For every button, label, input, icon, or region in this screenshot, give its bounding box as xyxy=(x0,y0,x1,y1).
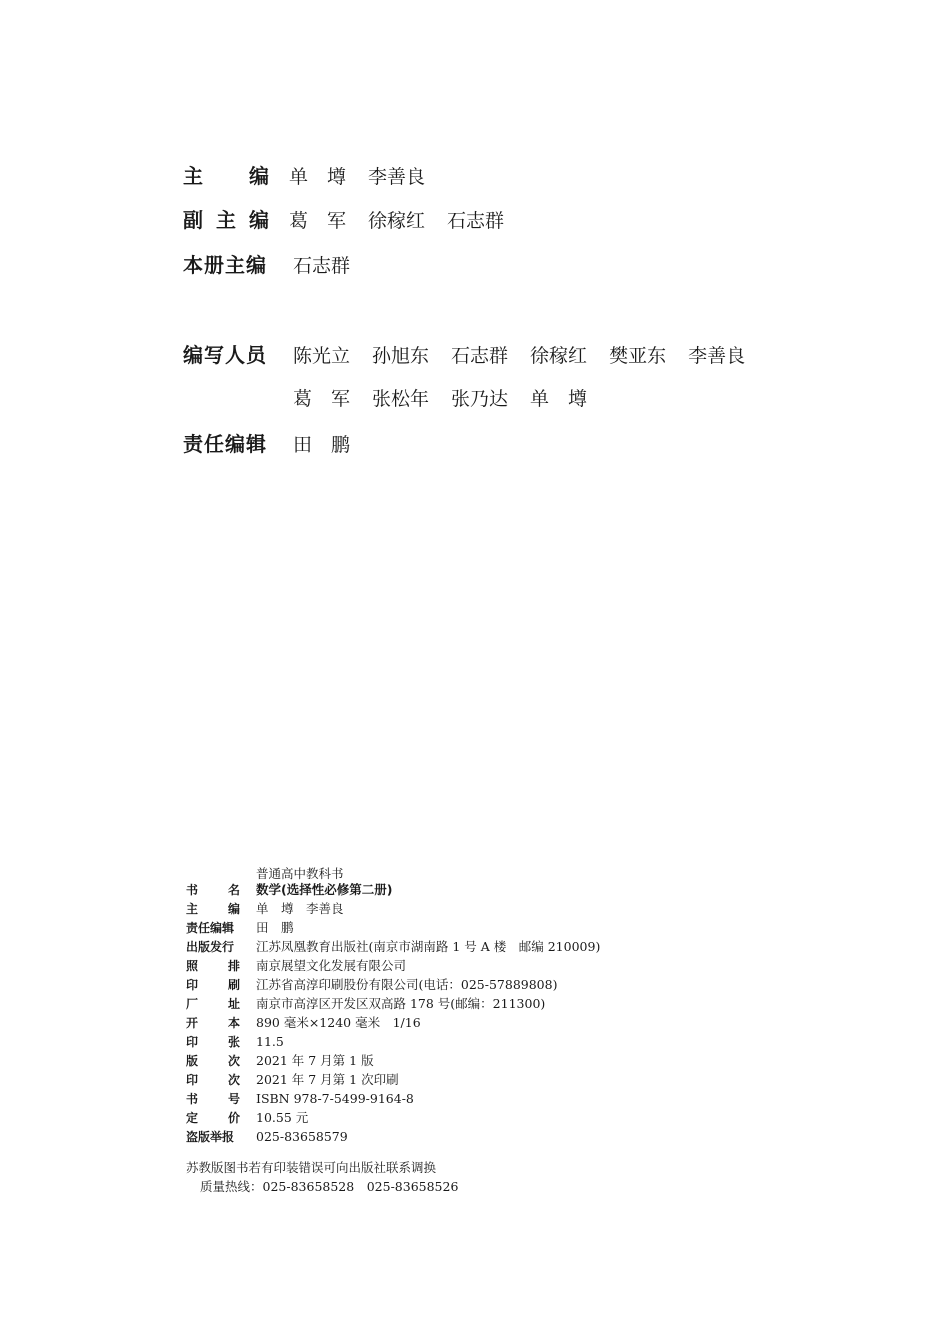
cip-row xyxy=(186,1034,284,1050)
credit-person-name: 樊亚东 xyxy=(609,345,667,367)
credit-role-label: 本册主编 xyxy=(183,253,267,277)
cip-value: 025-83658579 xyxy=(256,1129,348,1144)
cip-value: 江苏凤凰教育出版社(南京市湖南路 1 号 A 楼 邮编 210009) xyxy=(256,939,601,954)
cip-key: 开 本 xyxy=(186,1016,240,1030)
credit-role-label: 副 主 编 xyxy=(183,208,269,232)
credit-person-name: 石志群 xyxy=(451,345,509,367)
credit-names xyxy=(289,206,526,233)
cip-value: 10.55 元 xyxy=(256,1110,309,1125)
cip-value: 江苏省高淳印刷股份有限公司(电话：025-57889808) xyxy=(256,977,558,992)
credit-row xyxy=(183,204,526,236)
cip-value: 11.5 xyxy=(256,1034,284,1049)
credit-row xyxy=(183,160,447,192)
credit-person-name: 单 墫 xyxy=(289,166,347,188)
credit-person-name: 徐稼红 xyxy=(530,345,588,367)
cip-row xyxy=(186,958,406,974)
cip-row xyxy=(186,920,294,936)
cip-row xyxy=(186,1091,414,1107)
credit-person-name: 孙旭东 xyxy=(372,345,430,367)
cip-row xyxy=(186,901,344,917)
cip-row xyxy=(186,1110,308,1126)
credit-person-name: 徐稼红 xyxy=(368,210,426,232)
credit-person-name: 田 鹏 xyxy=(293,434,351,456)
credit-person-name: 陈光立 xyxy=(293,345,351,367)
credit-person-name: 葛 军 xyxy=(289,210,347,232)
credit-role-label: 编写人员 xyxy=(183,343,267,367)
credit-row xyxy=(183,249,372,281)
cip-key: 主 编 xyxy=(186,902,240,916)
notice-line-1: 苏教版图书若有印装错误可向出版社联系调换 xyxy=(186,1160,437,1175)
cip-value: 单 墫 李善良 xyxy=(256,901,344,916)
cip-key: 出版发行 xyxy=(186,940,235,954)
credit-row xyxy=(183,384,609,416)
cip-row xyxy=(186,1015,421,1031)
cip-value: ISBN 978-7-5499-9164-8 xyxy=(256,1091,414,1106)
cip-value: 数学(选择性必修第二册) xyxy=(256,882,393,897)
cip-key: 定 价 xyxy=(186,1111,240,1125)
credit-person-name: 石志群 xyxy=(447,210,505,232)
notice-line-2: 质量热线：025-83658528 025-83658526 xyxy=(200,1179,459,1194)
quality-notice xyxy=(186,1158,458,1196)
cip-row xyxy=(186,996,545,1012)
cip-key: 书 名 xyxy=(186,883,240,897)
cip-key: 照 排 xyxy=(186,959,240,973)
cip-value: 890 毫米×1240 毫米 1/16 xyxy=(256,1015,421,1030)
credit-person-name: 葛 军 xyxy=(293,388,351,410)
cip-key: 责任编辑 xyxy=(186,921,235,935)
cip-row xyxy=(186,1072,399,1088)
credit-row xyxy=(183,428,372,460)
credit-role-label: 主 编 xyxy=(183,164,269,188)
credit-names xyxy=(289,162,447,189)
cip-key: 印 张 xyxy=(186,1035,240,1049)
cip-key: 印 刷 xyxy=(186,978,240,992)
cip-value: 南京展望文化发展有限公司 xyxy=(256,958,407,973)
cip-row xyxy=(186,939,600,955)
credit-person-name: 石志群 xyxy=(293,255,351,277)
credit-person-name: 单 墫 xyxy=(530,388,588,410)
credit-person-name: 张松年 xyxy=(372,388,430,410)
cip-series-title: 普通高中教科书 xyxy=(256,866,344,881)
cip-row xyxy=(186,1129,348,1145)
cip-value: 2021 年 7 月第 1 版 xyxy=(256,1053,374,1068)
cip-row xyxy=(186,882,392,898)
cip-key: 盗版举报 xyxy=(186,1130,235,1144)
credit-names xyxy=(293,384,609,411)
cip-key: 厂 址 xyxy=(186,997,240,1011)
credit-names xyxy=(293,251,372,278)
credit-person-name: 张乃达 xyxy=(451,388,509,410)
cip-row xyxy=(186,1053,374,1069)
cip-key: 版 次 xyxy=(186,1054,240,1068)
credit-names xyxy=(293,430,372,457)
credit-row xyxy=(183,339,767,371)
credit-person-name: 李善良 xyxy=(368,166,426,188)
cip-key: 印 次 xyxy=(186,1073,240,1087)
cip-row xyxy=(186,977,557,993)
cip-value: 南京市高淳区开发区双高路 178 号(邮编：211300) xyxy=(256,996,546,1011)
cip-value: 田 鹏 xyxy=(256,920,294,935)
cip-value: 2021 年 7 月第 1 次印刷 xyxy=(256,1072,399,1087)
credit-role-label: 责任编辑 xyxy=(183,432,267,456)
credit-names xyxy=(293,341,767,368)
credit-person-name: 李善良 xyxy=(688,345,746,367)
cip-key: 书 号 xyxy=(186,1092,240,1106)
